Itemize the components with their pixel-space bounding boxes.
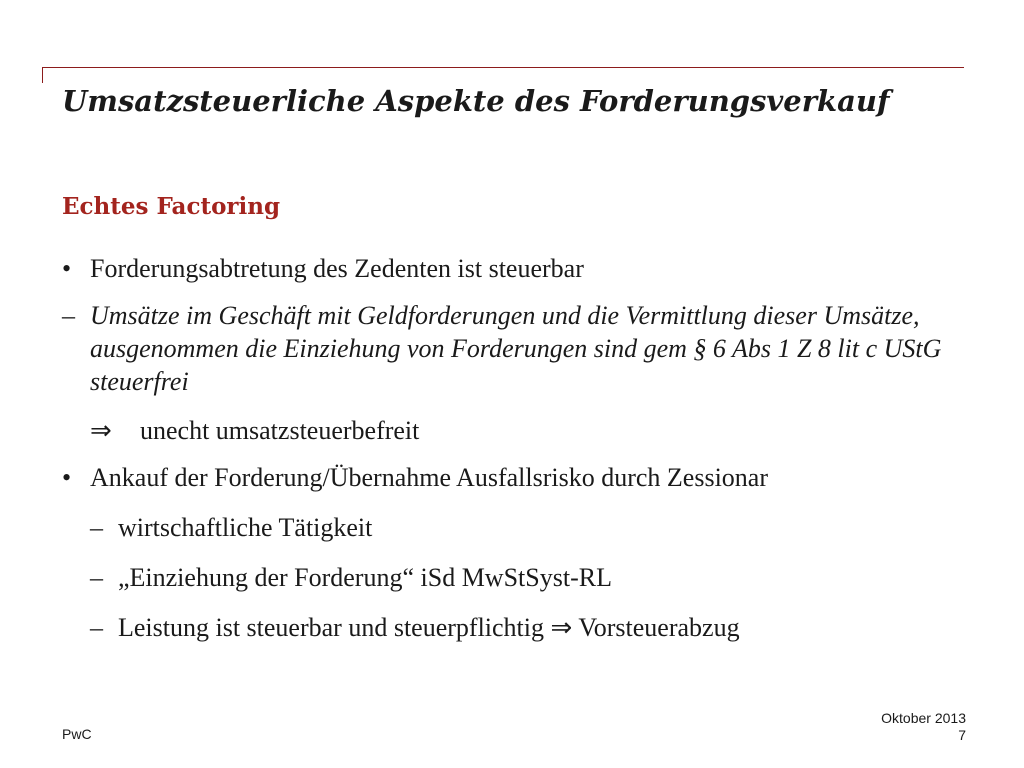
footer-meta [881,710,966,744]
list-item-text: Leistung ist steuerbar und steuerpflichtig ⇒ Vorsteuerabzug [118,613,740,642]
footer-date: Oktober 2013 [881,710,966,726]
footer-company: PwC [62,726,92,742]
list-item-text: Forderungsabtretung des Zedenten ist steuerbar [90,254,584,283]
list-item-dash [62,299,962,398]
list-item-dash [62,511,962,544]
list-item-text: „Einziehung der Forderung“ iSd MwStSyst-RL [118,563,612,592]
bullet-marker: • [62,254,72,283]
dash-marker: – [90,513,103,542]
dash-marker: – [62,301,75,330]
list-item-dash [62,561,962,594]
slide-content [62,252,962,644]
list-item-implication [62,414,962,447]
bullet-marker: • [62,463,72,492]
implies-arrow-icon: ⇒ [90,416,112,445]
list-item-text: Umsätze im Geschäft mit Geldforderungen und die Vermittlung dieser Umsätze, ausgenommen die Einziehung von Forderungen sind gem § 6 Abs 1 Z 8 lit c UStG steuerfrei [90,301,942,396]
header-corner-tick [42,67,43,83]
list-item-text: unecht umsatzsteuerbefreit [140,416,420,445]
page-number: 7 [958,727,966,743]
list-item-bullet [62,461,962,494]
slide-title: Umsatzsteuerliche Aspekte des Forderungsverkauf [62,84,890,118]
list-item-text: wirtschaftliche Tätigkeit [118,513,373,542]
list-item-dash [62,611,962,644]
list-item-text: Ankauf der Forderung/Übernahme Ausfallsrisko durch Zessionar [90,463,768,492]
header-rule [42,67,964,68]
dash-marker: – [90,563,103,592]
slide-subtitle: Echtes Factoring [62,193,281,220]
dash-marker: – [90,613,103,642]
list-item-bullet [62,252,962,285]
